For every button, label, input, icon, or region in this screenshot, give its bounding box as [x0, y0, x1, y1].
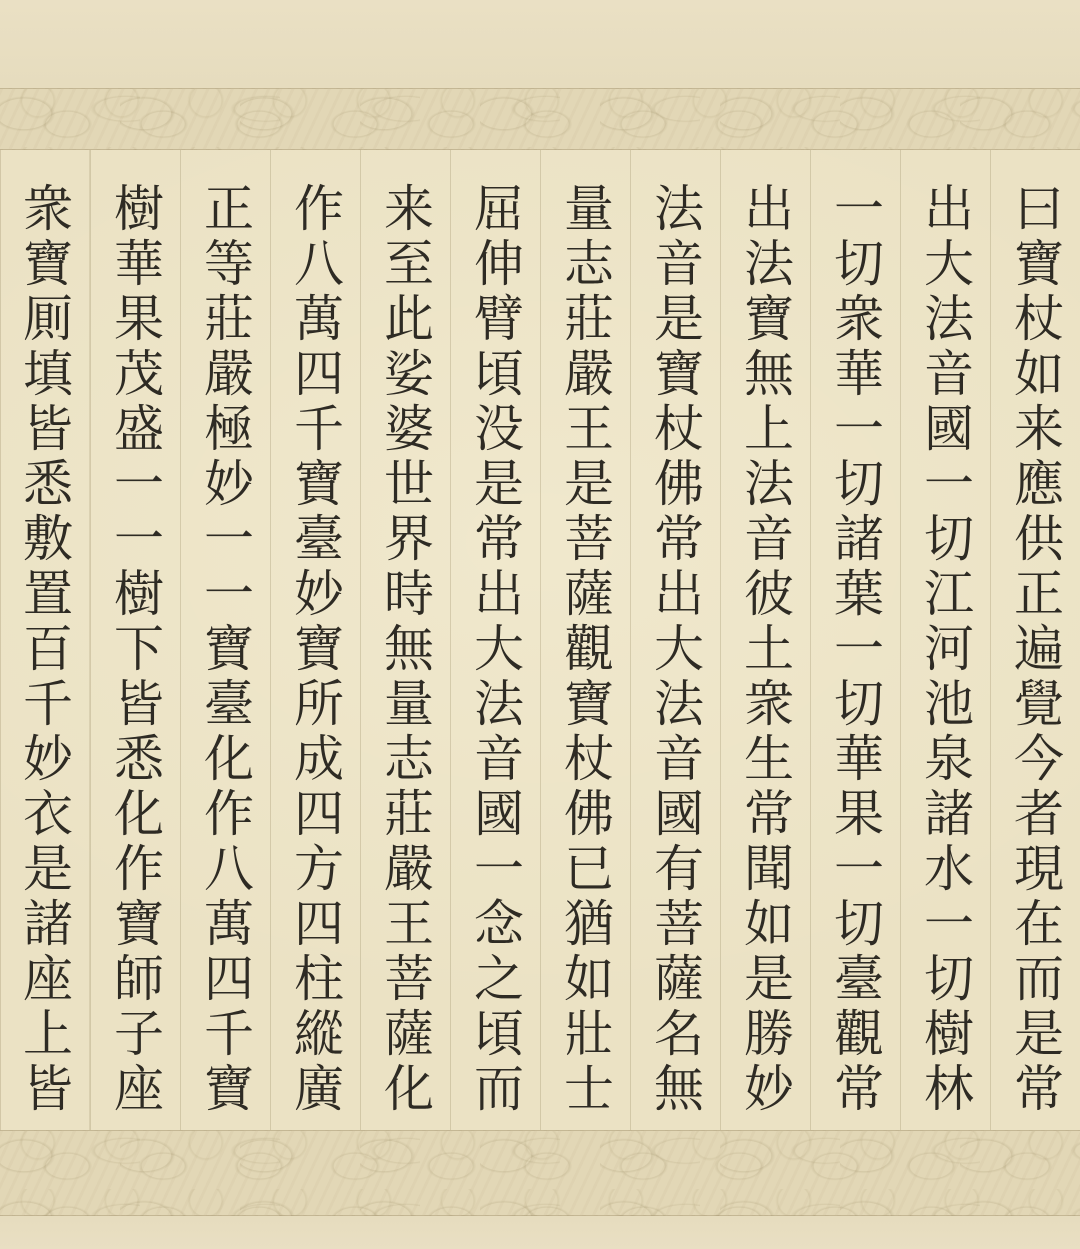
- text-column: 曰寶杖如来應供正遍覺今者現在而是常: [990, 150, 1080, 1130]
- text-column: 屈伸臂頃没是常出大法音國一念之頃而: [450, 150, 540, 1130]
- text-column: 正等莊嚴極妙一一寶臺化作八萬四千寶: [180, 150, 270, 1130]
- brocade-border-top: [0, 88, 1080, 150]
- text-column: 作八萬四千寶臺妙寶所成四方四柱縱廣: [270, 150, 360, 1130]
- brocade-border-bottom: [0, 1130, 1080, 1216]
- text-column: 樹華果茂盛一一樹下皆悉化作寶師子座: [90, 150, 180, 1130]
- text-column: 来至此娑婆世界時無量志莊嚴王菩薩化: [360, 150, 450, 1130]
- text-column: 量志莊嚴王是菩薩觀寶杖佛已猶如壯士: [540, 150, 630, 1130]
- text-column: 出法寶無上法音彼土衆生常聞如是勝妙: [720, 150, 810, 1130]
- text-column: 法音是寶杖佛常出大法音國有菩薩名無: [630, 150, 720, 1130]
- manuscript-text-panel: [0, 150, 1080, 1130]
- text-column: 出大法音國一切江河池泉諸水一切樹林: [900, 150, 990, 1130]
- text-column: 衆寶厠填皆悉敷置百千妙衣是諸座上皆: [0, 150, 90, 1130]
- mounting-strip-top: [0, 0, 1080, 88]
- mounting-strip-bottom: [0, 1216, 1080, 1249]
- text-column: 一切衆華一切諸葉一切華果一切臺觀常: [810, 150, 900, 1130]
